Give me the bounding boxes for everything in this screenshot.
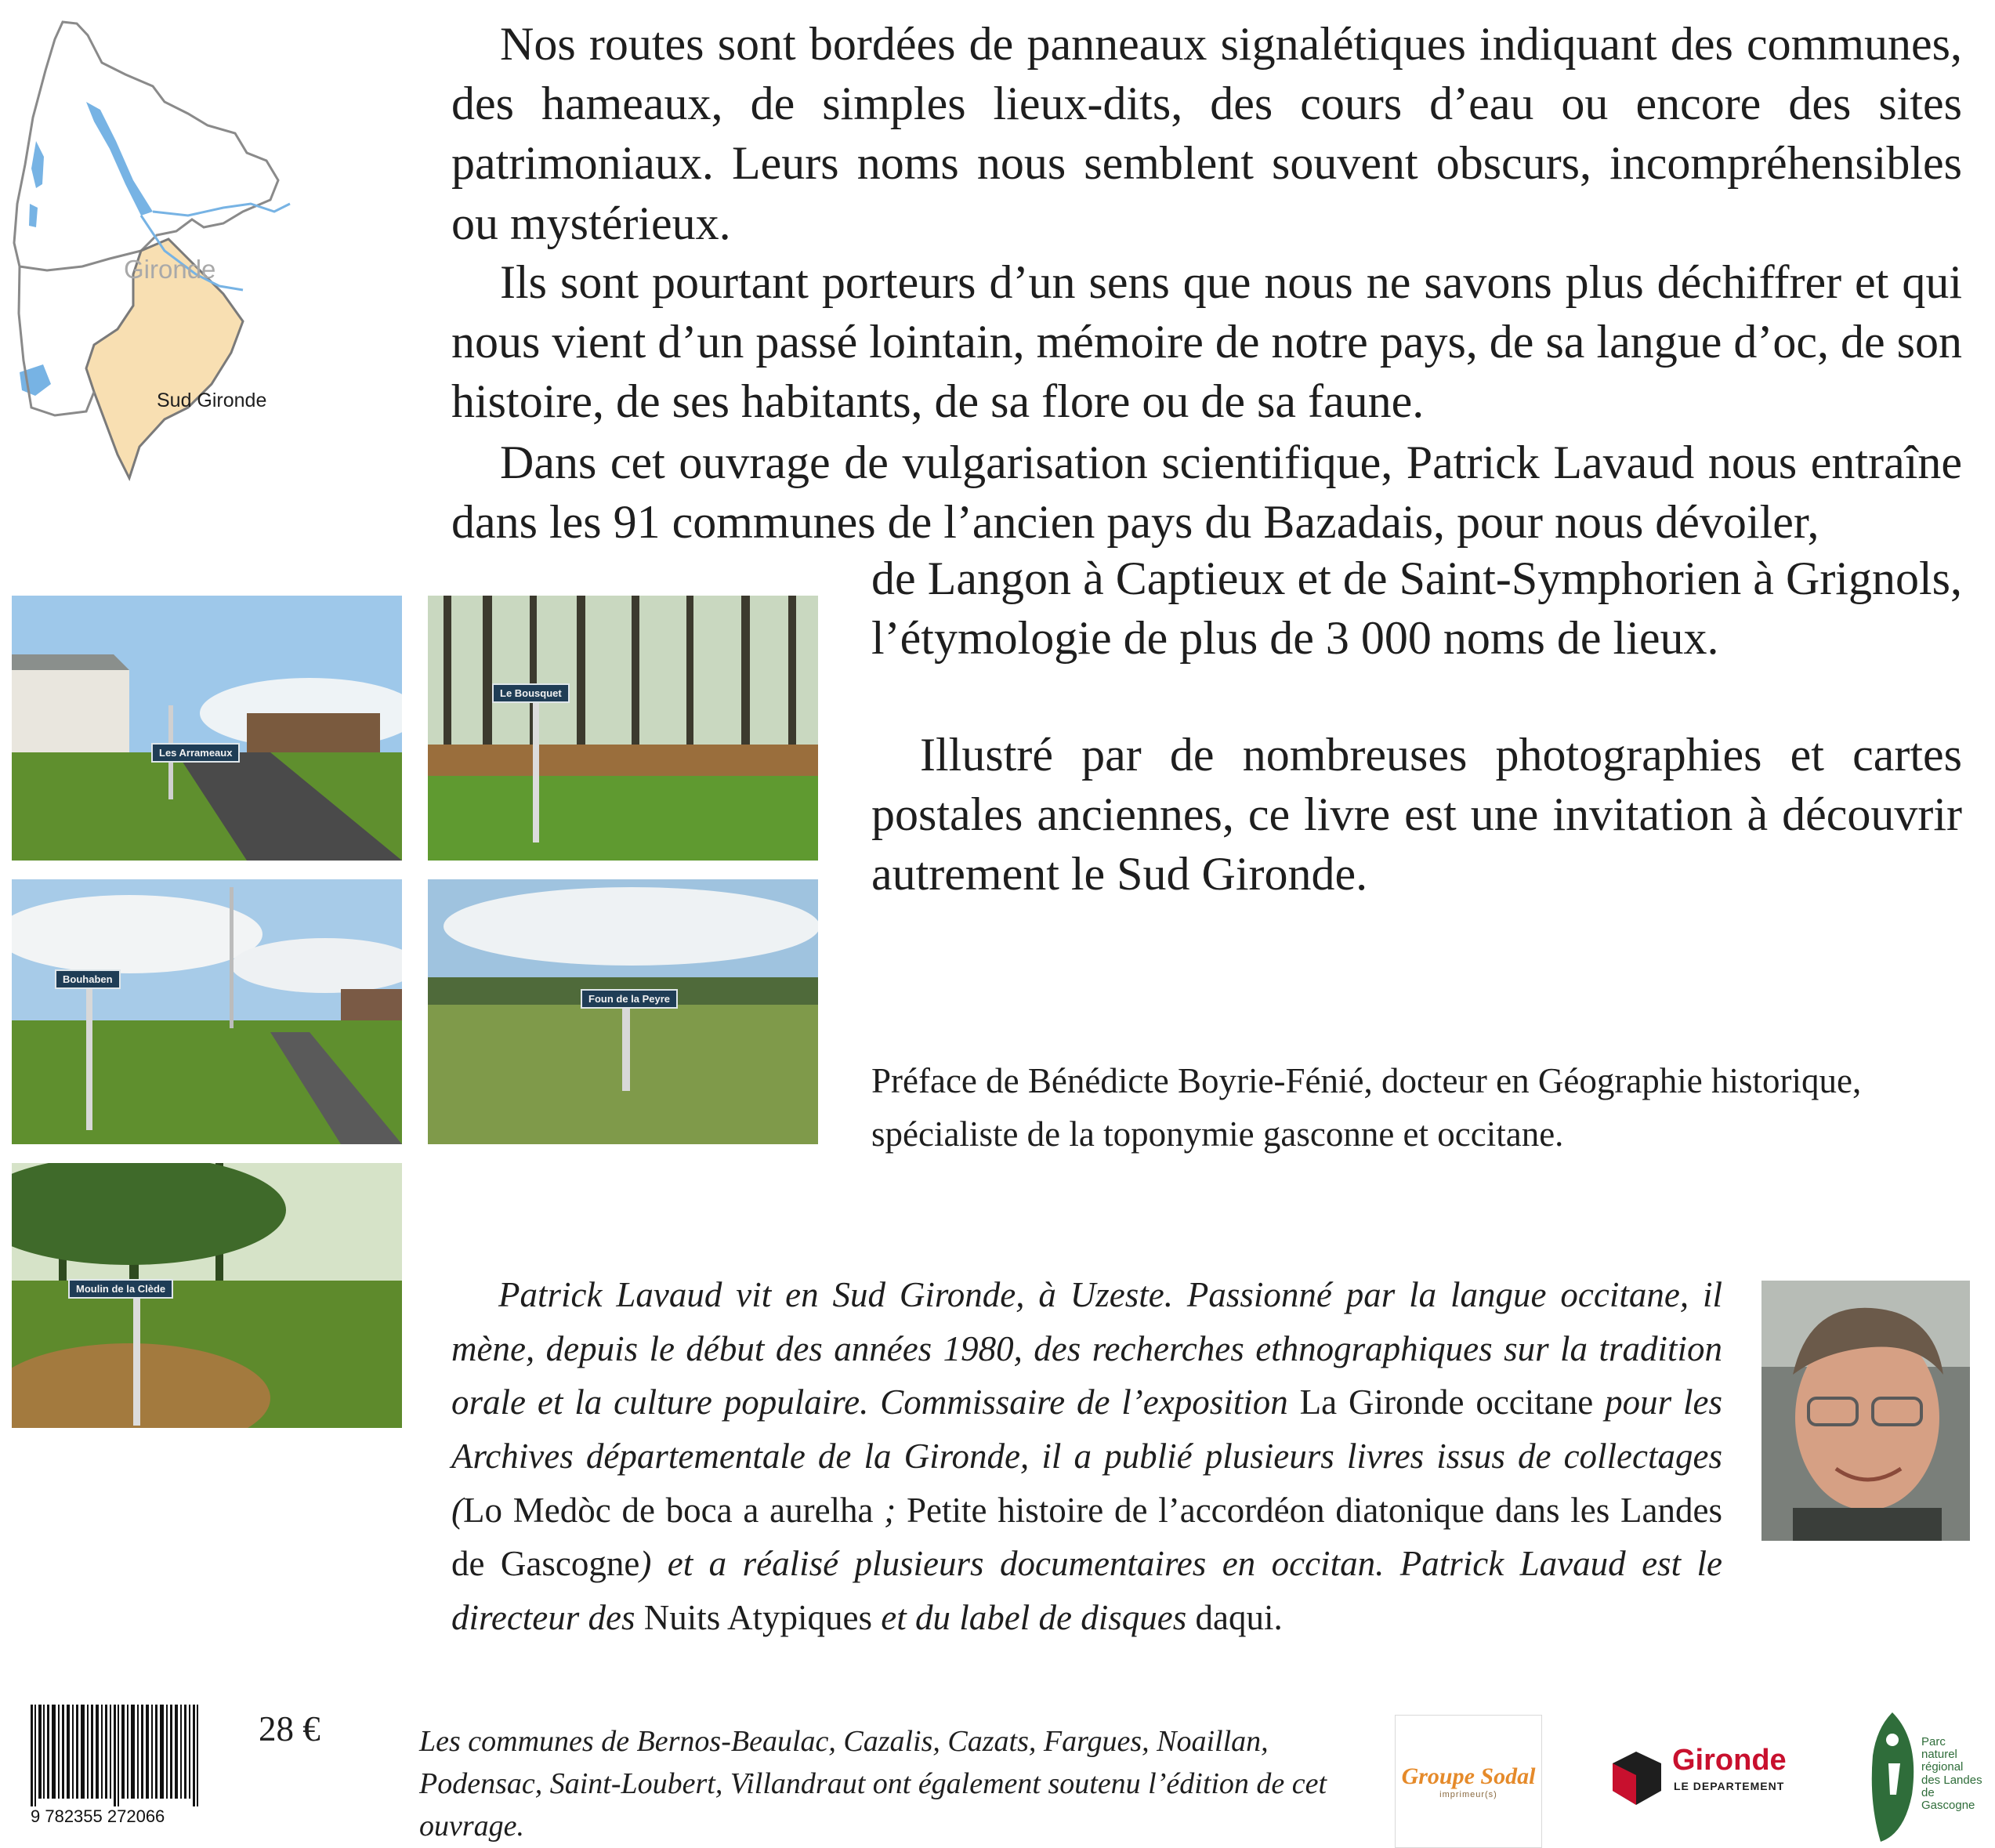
support-note: Les communes de Bernos-Beaulac, Cazalis, Cazats, Fargues, Noaillan, Podensac, Saint-Loubert, Villandraut ont également soutenu l’édition de cet ouvrage. bbox=[419, 1725, 1327, 1843]
logo-parc-text: Parc naturel régional des Landes de Gascogne bbox=[1921, 1735, 1982, 1812]
gironde-hexagon-icon bbox=[1605, 1744, 1667, 1814]
logo-gironde-name: Gironde bbox=[1672, 1744, 1787, 1777]
author-bio bbox=[451, 1268, 1722, 1644]
paragraph-2: Ils sont pourtant porteurs d’un sens que nous ne savons plus déchiffrer et qui nous vient d’un passé lointain, mémoire de notre pays, de sa langue d’oc, de son histoire, de ses habitants, de sa flore ou de sa faune. bbox=[451, 256, 1962, 428]
logo-parc-landes-gascogne bbox=[1865, 1708, 1982, 1846]
sign-le-bousquet: Le Bousquet bbox=[492, 683, 570, 703]
map-label-sud-gironde: Sud Gironde bbox=[157, 390, 267, 411]
bio-text-6: . bbox=[1273, 1597, 1283, 1637]
bio-title-medoc: Lo Medòc de boca a aurelha bbox=[463, 1490, 874, 1530]
photo-moulin-de-la-clede bbox=[12, 1163, 402, 1428]
logo-sodal-sub: imprimeur(s) bbox=[1439, 1790, 1497, 1799]
bio-title-nuits: Nuits Atypiques bbox=[643, 1597, 873, 1637]
logo-groupe-sodal bbox=[1395, 1715, 1542, 1848]
preface-credit: Préface de Bénédicte Boyrie-Fénié, docteur en Géographie historique, spécialiste de la toponymie gasconne et occitane. bbox=[871, 1061, 1862, 1154]
bio-title-exhibition: La Gironde occitane bbox=[1299, 1382, 1594, 1422]
bio-text-3: ; bbox=[873, 1490, 907, 1530]
lake-lacanau bbox=[29, 204, 38, 227]
photo-les-arrameaux bbox=[12, 596, 402, 861]
photo-foun-de-la-peyre bbox=[428, 879, 818, 1144]
bio-title-accordeon: Petite histoire de l’accordéon diatonique dans les Landes de Gascogne bbox=[451, 1490, 1722, 1584]
paragraph-3-end: de Langon à Captieux et de Saint-Symphorien à Grignols, l’étymologie de plus de 3 000 noms de lieux. bbox=[871, 553, 1962, 665]
bio-text-5: et du label de disques bbox=[872, 1597, 1196, 1637]
isbn-barcode bbox=[27, 1705, 219, 1826]
parc-leaf-icon bbox=[1865, 1708, 1920, 1846]
sign-moulin-de-la-clede: Moulin de la Clède bbox=[68, 1279, 173, 1299]
logo-gironde-departement bbox=[1605, 1744, 1816, 1814]
bio-text-2: pour les Archives départementale de la Gironde, il a publié plusieurs livres issus de collectages ( bbox=[451, 1382, 1722, 1530]
sign-bouhaben: Bouhaben bbox=[55, 969, 121, 989]
paragraph-4: Illustré par de nombreuses photographies et cartes postales anciennes, ce livre est une invitation à découvrir autrement le Sud Gironde. bbox=[871, 729, 1962, 900]
logo-gironde-sub: LE DEPARTEMENT bbox=[1674, 1780, 1785, 1792]
gironde-map bbox=[8, 16, 407, 494]
dept-border bbox=[19, 266, 94, 415]
bio-text-1: Patrick Lavaud vit en Sud Gironde, à Uzeste. Passionné par la langue occitane, il mène, depuis le début des années 1980, des recherches ethnographiques sur la tradition orale et la culture populaire. Commissaire de l’exposition bbox=[451, 1275, 1722, 1422]
photo-bouhaben bbox=[12, 879, 402, 1144]
gironde-outline bbox=[14, 22, 278, 270]
photo-le-bousquet bbox=[428, 596, 818, 861]
isbn-digits: 9 782355 272066 bbox=[31, 1806, 165, 1826]
author-portrait bbox=[1761, 1281, 1970, 1541]
logo-sodal-name: Groupe Sodal bbox=[1401, 1763, 1536, 1789]
bio-title-daqui: daqui bbox=[1195, 1597, 1274, 1637]
paragraph-3-start: Dans cet ouvrage de vulgarisation scientifique, Patrick Lavaud nous entraîne dans les 91 communes de l’ancien pays du Bazadais, pour nous dévoiler, bbox=[451, 437, 1962, 549]
map-label-gironde: Gironde bbox=[124, 255, 216, 284]
sign-foun-de-la-peyre: Foun de la Peyre bbox=[581, 989, 678, 1009]
bio-text-4: ) et a réalisé plusieurs documentaires en occitan. Patrick Lavaud est le directeur des bbox=[451, 1544, 1722, 1637]
price: 28 € bbox=[259, 1709, 320, 1748]
sign-les-arrameaux: Les Arrameaux bbox=[151, 743, 240, 763]
paragraph-1: Nos routes sont bordées de panneaux signalétiques indiquant des communes, des hameaux, de simples lieux-dits, des cours d’eau ou encore des sites patrimoniaux. Leurs noms nous semblent souvent obscurs, incompréhensibles ou mystérieux. bbox=[451, 18, 1962, 249]
